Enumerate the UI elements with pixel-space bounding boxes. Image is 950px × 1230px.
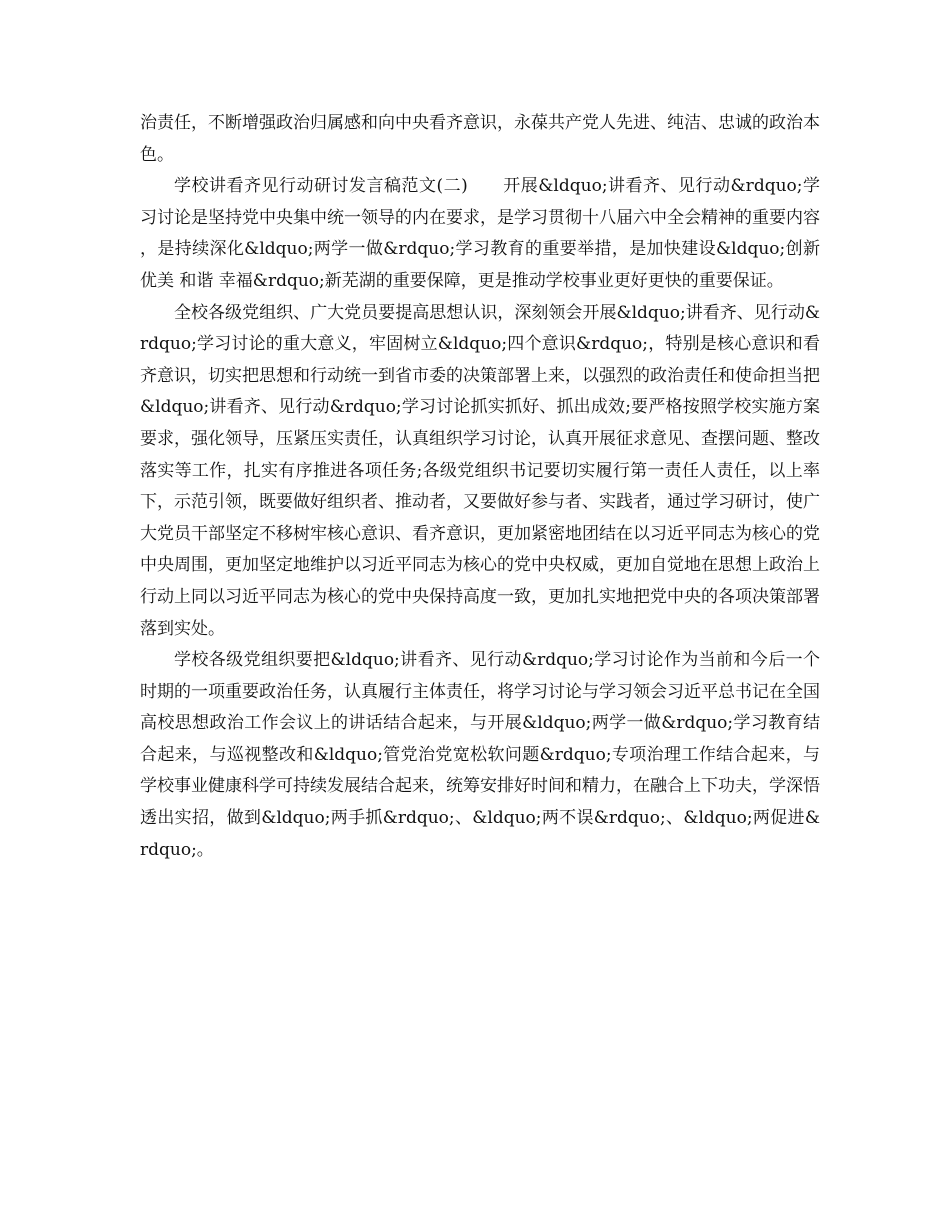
paragraph-section-heading: 学校讲看齐见行动研讨发言稿范文(二) 开展&ldquo;讲看齐、见行动&rdquo;学习讨论是坚持党中央集中统一领导的内在要求，是学习贯彻十八届六中全会精神的重要内容，是持续深化&ldquo;两学一做&rdquo;学习教育的重要举措，是加快建设&ldquo;创新 优美 和谐 幸福&rdquo;新芜湖的重要保障，更是推动学校事业更好更快的重要保证。	[140, 176, 820, 291]
paragraph-party-organizations: 全校各级党组织、广大党员要提高思想认识，深刻领会开展&ldquo;讲看齐、见行动&rdquo;学习讨论的重大意义，牢固树立&ldquo;四个意识&rdquo;，特别是核心意识和看齐意识，切实把思想和行动统一到省市委的决策部署上来，以强烈的政治责任和使命担当把&ldquo;讲看齐、见行动&rdquo;学习讨论抓实抓好、抓出成效;要严格按照学校实施方案要求，强化领导，压紧压实责任，认真组织学习讨论，认真开展征求意见、查摆问题、整改落实等工作，扎实有序推进各项任务;各级党组织书记要切实履行第一责任人责任，以上率下，示范引领，既要做好组织者、推动者，又要做好参与者、实践者，通过学习研讨，使广大党员干部坚定不移树牢核心意识、看齐意识，更加紧密地团结在以习近平同志为核心的党中央周围，更加坚定地维护以习近平同志为核心的党中央权威，更加自觉地在思想上政治上行动上同以习近平同志为核心的党中央保持高度一致，更加扎实地把党中央的各项决策部署落到实处。	[140, 302, 820, 639]
paragraph-political-task: 学校各级党组织要把&ldquo;讲看齐、见行动&rdquo;学习讨论作为当前和今后一个时期的一项重要政治任务，认真履行主体责任，将学习讨论与学习领会习近平总书记在全国高校思想政治工作会议上的讲话结合起来，与开展&ldquo;两学一做&rdquo;学习教育结合起来，与巡视整改和&ldquo;管党治党宽松软问题&rdquo;专项治理工作结合起来，与学校事业健康科学可持续发展结合起来，统筹安排好时间和精力，在融合上下功夫，学深悟透出实招，做到&ldquo;两手抓&rdquo;、&ldquo;两不误&rdquo;、&ldquo;两促进&rdquo;。	[140, 650, 820, 860]
paragraph-continuation: 治责任，不断增强政治归属感和向中央看齐意识，永葆共产党人先进、纯洁、忠诚的政治本色。	[140, 113, 820, 165]
document-body	[140, 108, 820, 866]
